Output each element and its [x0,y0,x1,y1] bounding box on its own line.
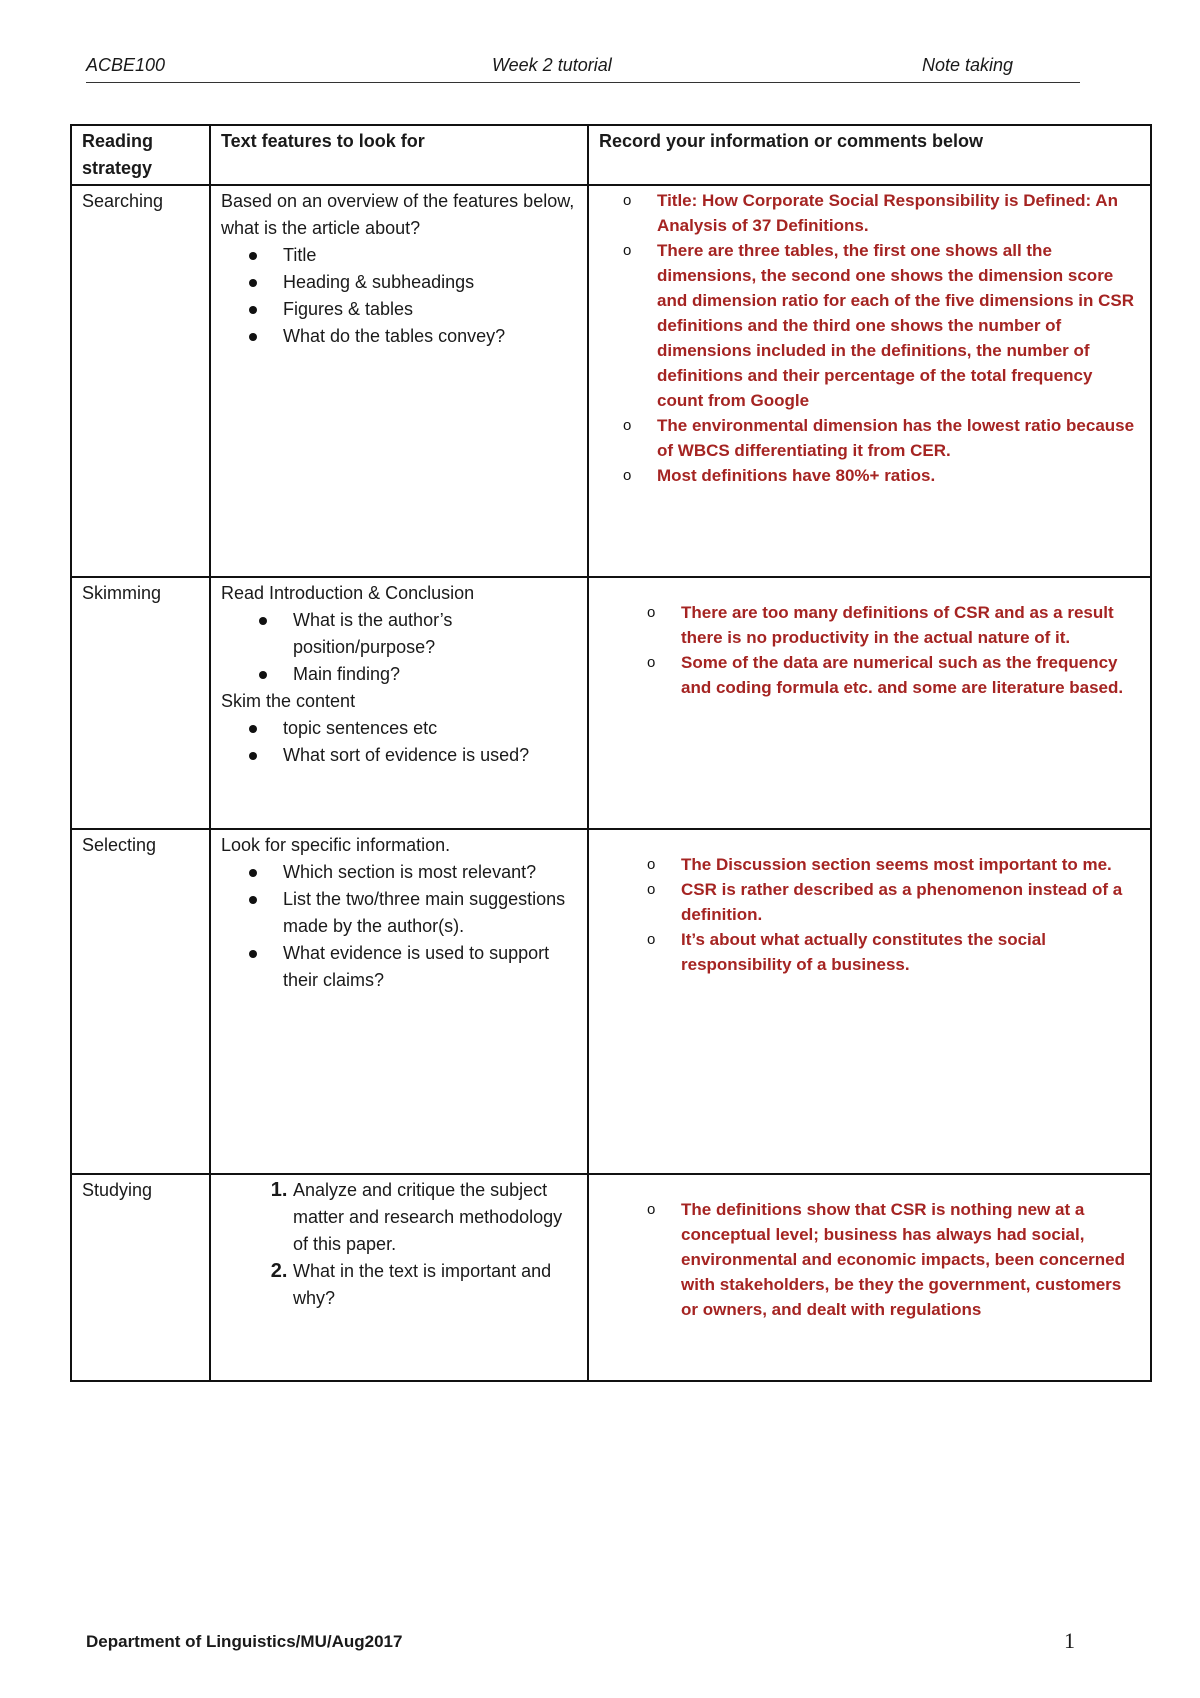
column-header-notes: Record your information or comments below [588,125,1151,185]
note-item: o The environmental dimension has the lowest ratio because of WBCS differentiating it from CER. [657,413,1140,463]
features-cell [210,1174,588,1381]
list-item: What evidence is used to support their claims? [283,940,577,994]
notes-list [599,852,1140,977]
note-item: o The definitions show that CSR is nothing new at a conceptual level; business has always had social, environmental and economic impacts, been concerned with stakeholders, be they the government, customers or owners, and dealt with regulations [681,1197,1140,1322]
features-list [221,715,577,769]
features-cell [210,577,588,829]
list-item: What sort of evidence is used? [283,742,577,769]
notes-cell [588,1174,1151,1381]
list-item: 1. Analyze and critique the subject matter and research methodology of this paper. [293,1177,577,1258]
list-item: List the two/three main suggestions made by the author(s). [283,886,577,940]
strategy-cell: Selecting [71,829,210,1174]
course-code: ACBE100 [86,55,166,75]
header-topic: Week 2 tutorial [492,55,612,75]
list-item: topic sentences etc [283,715,577,742]
footer-department: Department of Linguistics/MU/Aug2017 [86,1632,403,1651]
list-item: What is the author’s position/purpose? [293,607,577,661]
header-section: Note taking [922,55,1014,75]
strategy-cell: Skimming [71,577,210,829]
notes-list [599,600,1140,700]
note-item: o Some of the data are numerical such as the frequency and coding formula etc. and some are literature based. [681,650,1140,700]
page-number: 1 [1064,1628,1075,1653]
notes-cell [588,185,1151,577]
notes-list [599,1197,1140,1322]
strategy-cell: Studying [71,1174,210,1381]
table-row [71,829,1151,1174]
numbered-list [221,1177,577,1312]
list-item: Heading & subheadings [283,269,577,296]
strategy-cell: Searching [71,185,210,577]
note-item: o It’s about what actually constitutes the social responsibility of a business. [681,927,1140,977]
note-item: o There are three tables, the first one shows all the dimensions, the second one shows the dimension score and dimension ratio for each of the five dimensions in CSR definitions and the third one shows the number of dimensions included in the definitions, the number of definitions and their percentage of the total frequency count from Google [657,238,1140,413]
table-row [71,185,1151,577]
note-item: o Most definitions have 80%+ ratios. [657,463,1140,488]
note-item: o CSR is rather described as a phenomenon instead of a definition. [681,877,1140,927]
column-header-features: Text features to look for [210,125,588,185]
table-row [71,577,1151,829]
page-header [86,52,1080,83]
table-row [71,1174,1151,1381]
features-list [221,242,577,350]
features-intro: Read Introduction & Conclusion [221,583,475,603]
features-list [221,859,577,994]
features-intro: Look for specific information. [221,835,451,855]
note-item: o Title: How Corporate Social Responsibility is Defined: An Analysis of 37 Definitions. [657,188,1140,238]
notes-cell [588,577,1151,829]
list-item: Title [283,242,577,269]
list-item: Main finding? [293,661,577,688]
reading-strategy-table [70,124,1152,1382]
list-item: What do the tables convey? [283,323,577,350]
notes-cell [588,829,1151,1174]
list-item: Which section is most relevant? [283,859,577,886]
features-cell [210,829,588,1174]
table-header-row [71,125,1151,185]
list-item: Figures & tables [283,296,577,323]
features-intro-2: Skim the content [221,691,356,711]
note-item: o The Discussion section seems most important to me. [681,852,1140,877]
column-header-strategy: Reading strategy [71,125,210,185]
features-intro: Based on an overview of the features below, what is the article about? [221,191,575,238]
note-item: o There are too many definitions of CSR and as a result there is no productivity in the actual nature of it. [681,600,1140,650]
list-item: 2. What in the text is important and why? [293,1258,577,1312]
features-list [221,607,577,688]
features-cell [210,185,588,577]
notes-list [599,188,1140,488]
